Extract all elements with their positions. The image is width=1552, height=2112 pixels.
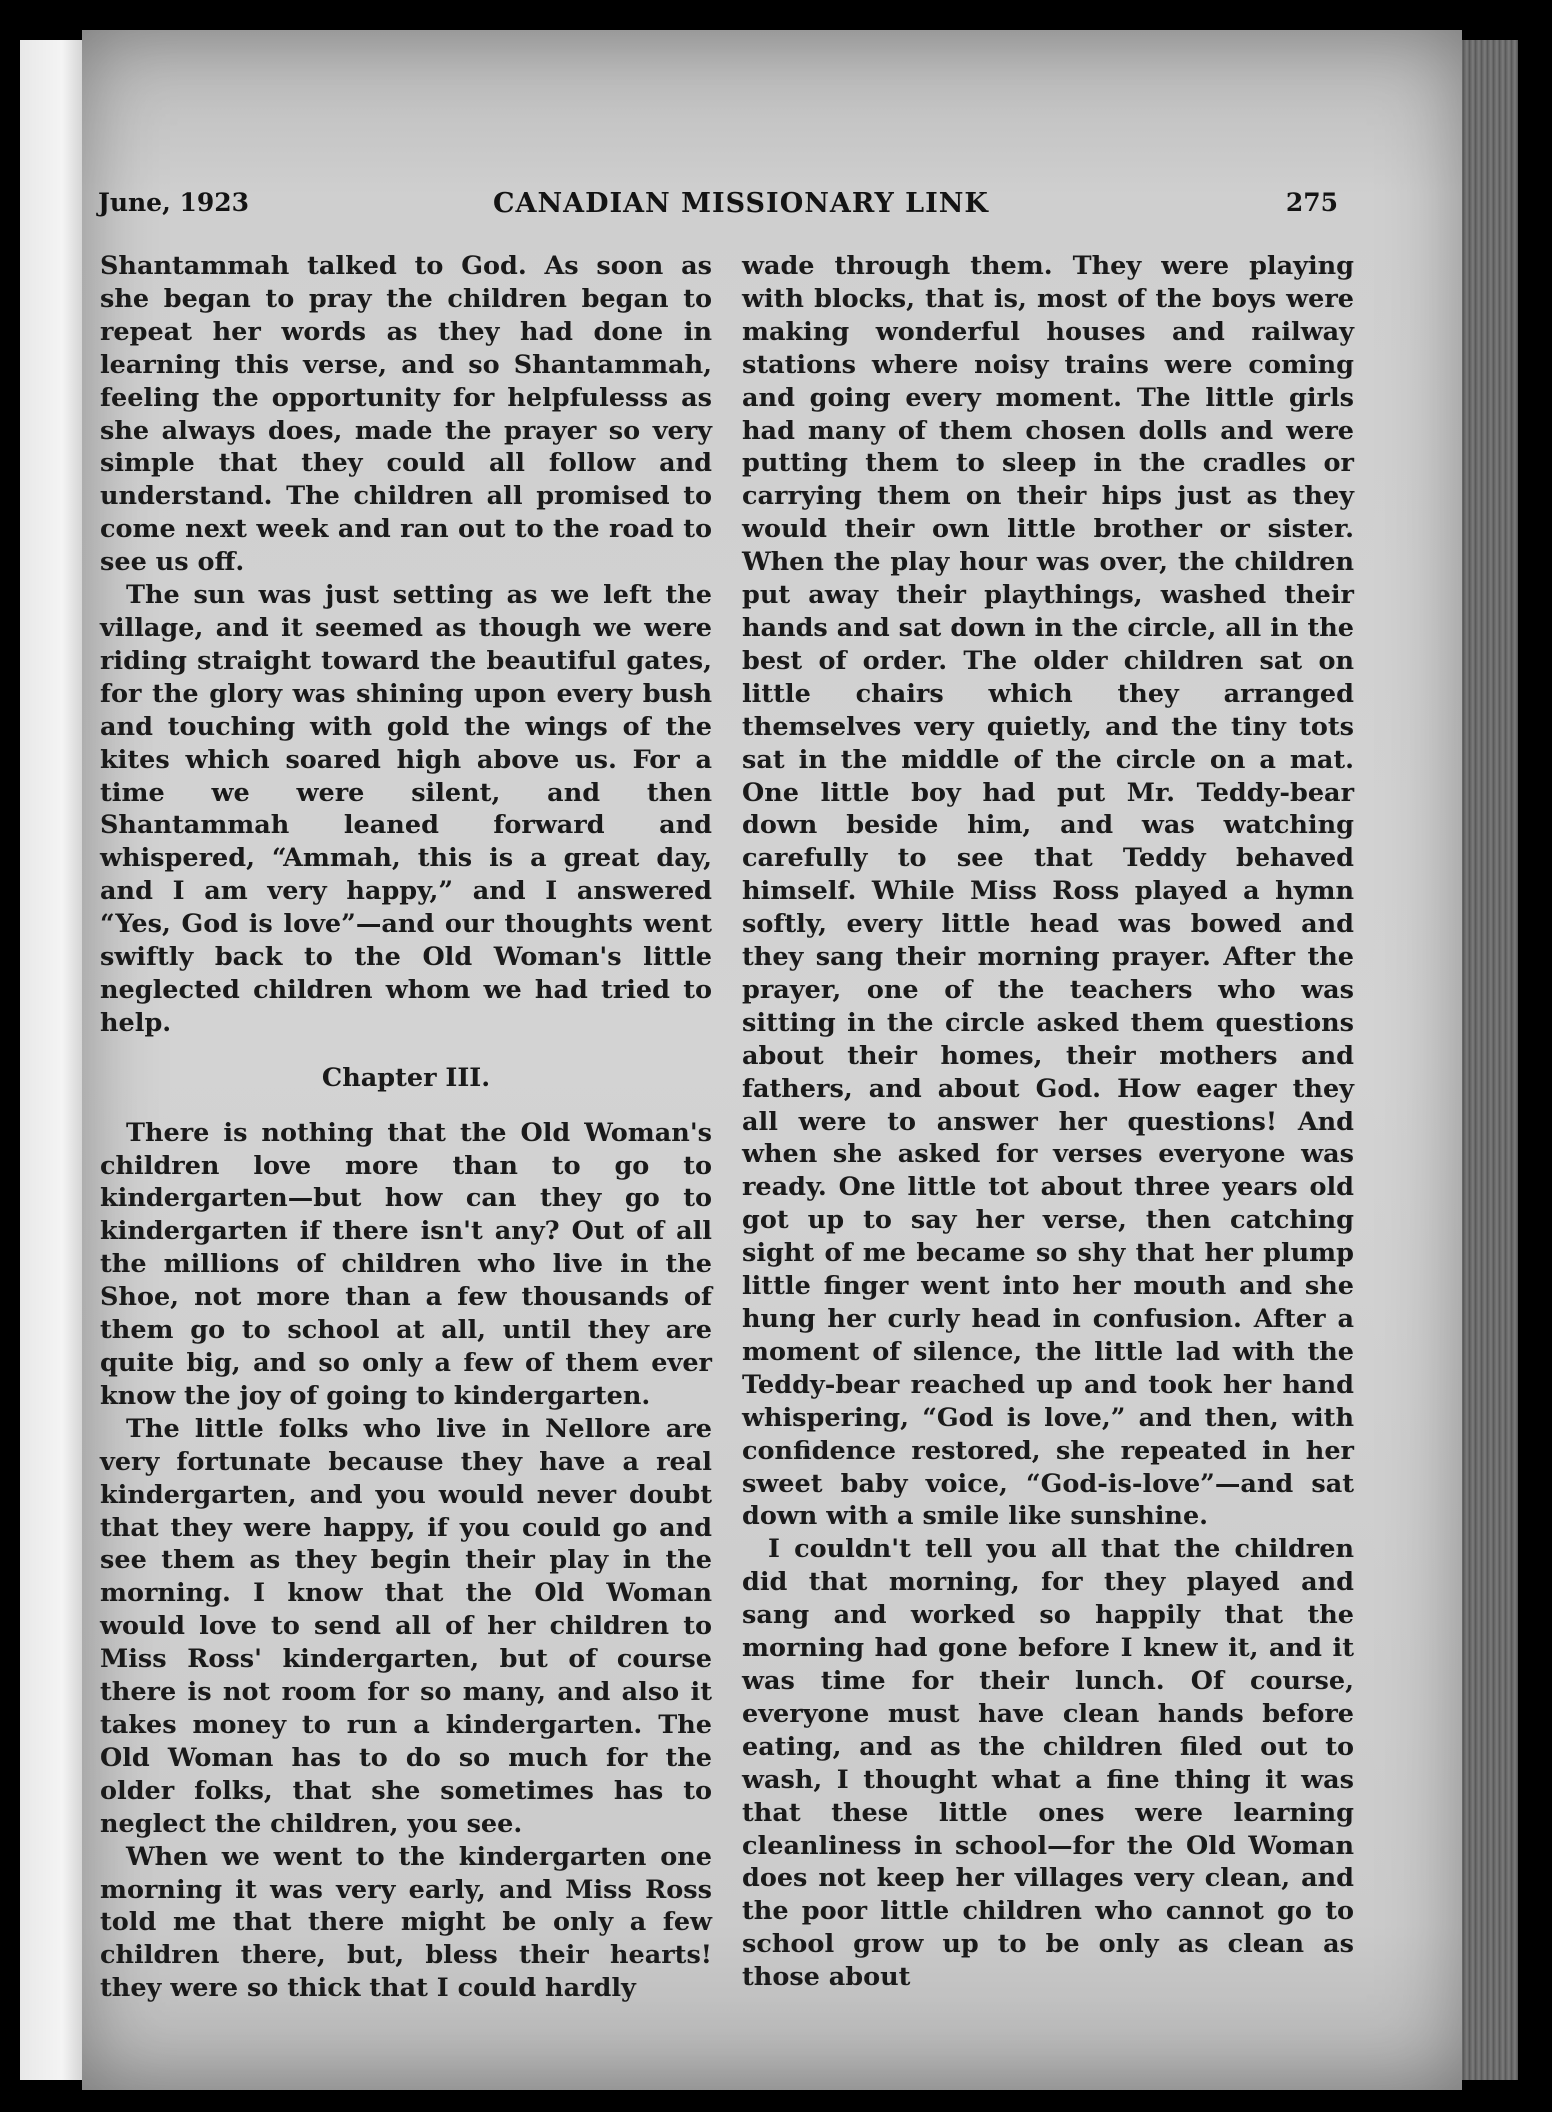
running-header [98, 188, 1338, 232]
left-column [100, 250, 712, 2005]
header-title: CANADIAN MISSIONARY LINK [493, 188, 989, 219]
paragraph: Shantammah talked to God. As soon as she began to pray the children began to repeat her words as they had done in learning this verse, and so Shantammah, feeling the opportunity for helpfulesss as she always does, made the prayer so very simple that they could all follow and understand. The children all promised to come next week and ran out to the road to see us off. [100, 251, 712, 578]
paragraph: The sun was just setting as we left the village, and it seemed as though we were riding straight toward the beautiful gates, for the glory was shining upon every bush and touching with gold the wings of the kites which soared high above us. For a time we were silent, and then Shantammah leaned forward and whispered, “Ammah, this is a great day, and I am very happy,” and I answered “Yes, God is love”—and our thoughts went swiftly back to the Old Woman's little neglected children whom we had tried to help. [100, 580, 712, 1038]
paragraph: When we went to the kindergarten one morning it was very early, and Miss Ross told me that there might be only a few children there, but, bless their hearts! they were so thick that I could hardly [100, 1841, 712, 2004]
header-date: June, 1923 [98, 188, 250, 217]
right-column [742, 250, 1354, 1994]
page-number: 275 [1285, 188, 1338, 217]
paragraph: The little folks who live in Nellore are very fortunate because they have a real kindergarten, and you would never doubt that they were happy, if you could go and see them as they begin their play in the morning. I know that the Old Woman would love to send all of her children to Miss Ross' kindergarten, but of course there is not room for so many, and also it takes money to run a kindergarten. The Old Woman has to do so much for the older folks, that she sometimes has to neglect the children, you see. [100, 1413, 712, 1839]
paragraph: There is nothing that the Old Woman's children love more than to go to kindergarten—but how can they go to kindergarten if there isn't any? Out of all the millions of children who live in the Shoe, not more than a few thousands of them go to school at all, until they are quite big, and so only a few of them ever know the joy of going to kindergarten. [100, 1117, 712, 1411]
chapter-heading: Chapter III. [321, 1062, 491, 1093]
paragraph: wade through them. They were playing with blocks, that is, most of the boys were making wonderful houses and railway stations where noisy trains were coming and going every moment. The little girls had many of them chosen dolls and were putting them to sleep in the cradles or carrying them on their hips just as they would their own little brother or sister. When the play hour was over, the children put away their playthings, washed their hands and sat down in the circle, all in the best of order. The older children sat on little chairs which they arranged themselves very quietly, and the tiny tots sat in the middle of the circle on a mat. One little boy had put Mr. Teddy-bear down beside him, and was watching carefully to see that Teddy behaved himself. While Miss Ross played a hymn softly, every little head was bowed and they sang their morning prayer. After the prayer, one of the teachers who was sitting in the circle asked them questions about their homes, their mothers and fathers, and about God. How eager they all were to answer her questions! And when she asked for verses everyone was ready. One little tot about three years old got up to say her verse, then catching sight of me became so shy that her plump little finger went into her mouth and she hung her curly head in confusion. After a moment of silence, the little lad with the Teddy-bear reached up and took her hand whispering, “God is love,” and then, with confidence restored, she repeated in her sweet baby voice, “God-is-love”—and sat down with a smile like sunshine. [742, 251, 1354, 1532]
paragraph: I couldn't tell you all that the children did that morning, for they played and sang and worked so happily that the morning had gone before I knew it, and it was time for their lunch. Of course, everyone must have clean hands before eating, and as the children filed out to wash, I thought what a fine thing it was that these little ones were learning cleanliness in school—for the Old Woman does not keep her villages very clean, and the poor little children who cannot go to school grow up to be only as clean as those about [742, 1534, 1354, 1993]
page-edge-left [20, 40, 90, 2080]
